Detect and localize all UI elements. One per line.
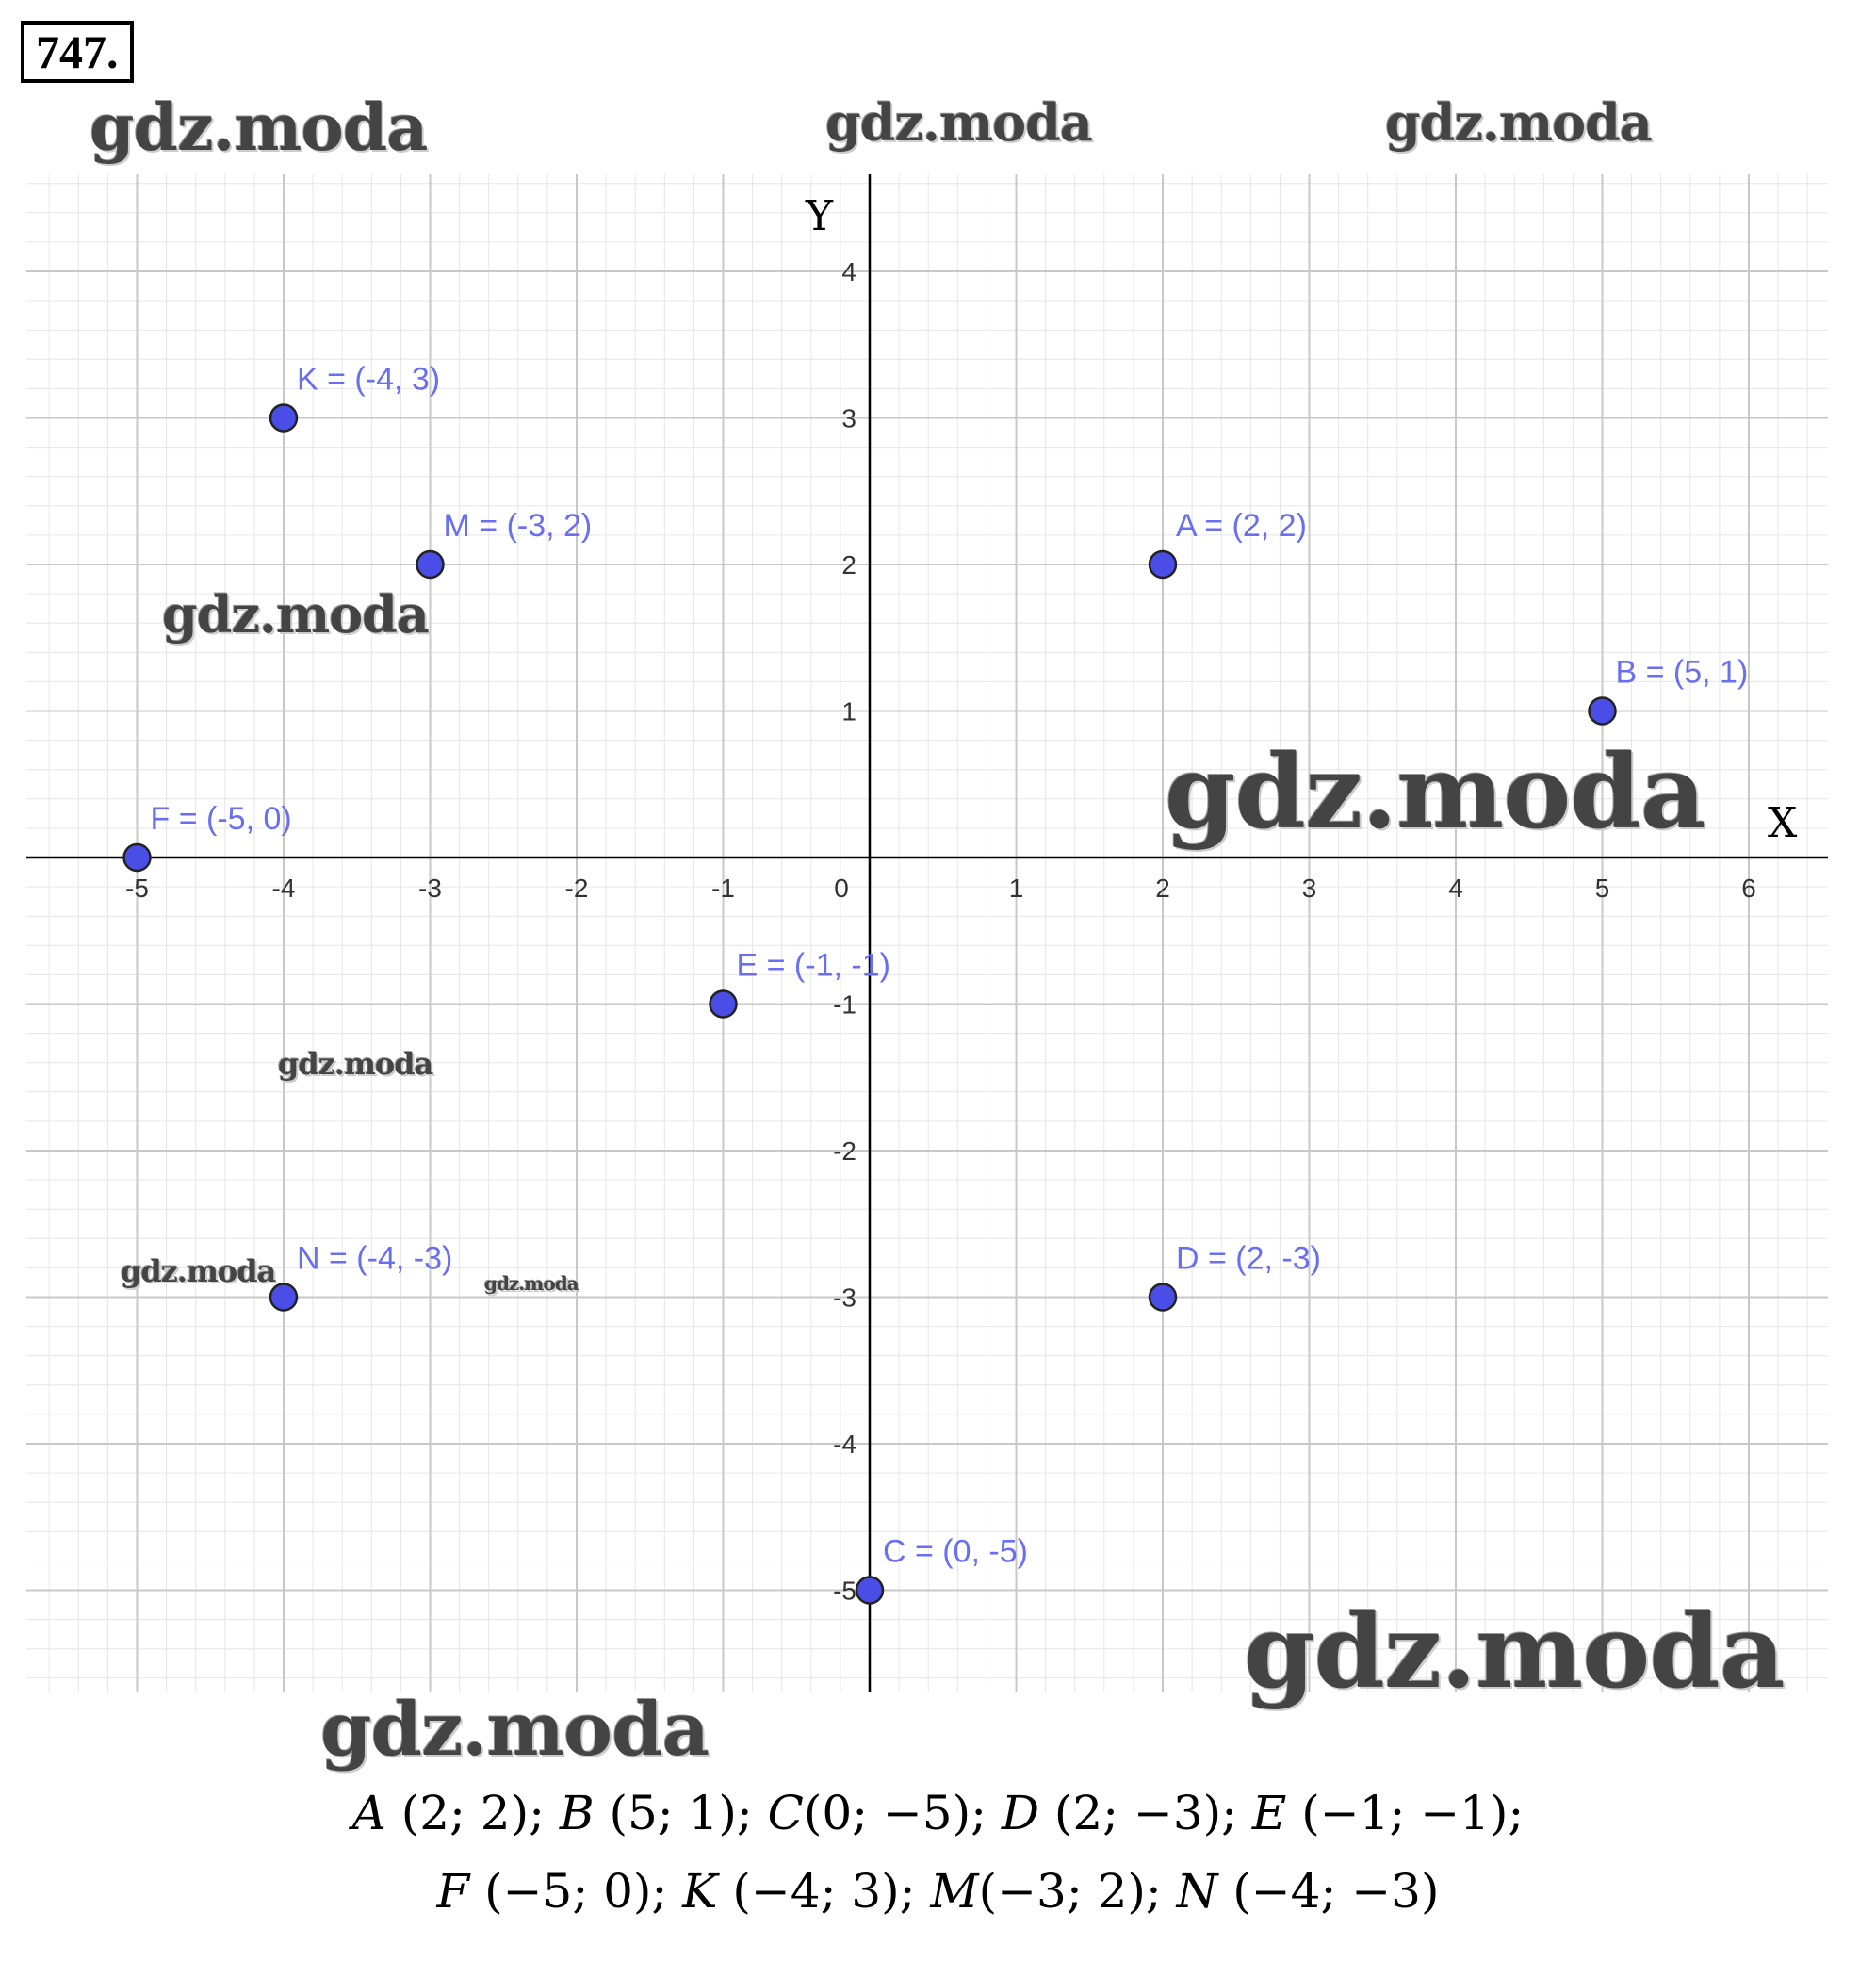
y-tick-label: -4 bbox=[833, 1430, 856, 1459]
x-tick-label: -1 bbox=[711, 874, 735, 903]
watermark: gdz.moda bbox=[320, 1687, 710, 1773]
watermark: gdz.moda bbox=[1244, 1593, 1785, 1711]
answer-point-letter: F bbox=[436, 1864, 470, 1919]
y-tick-label: -5 bbox=[833, 1576, 856, 1606]
answer-point-letter: A bbox=[351, 1786, 386, 1840]
answer-point-coords: (−4; 3); bbox=[717, 1864, 931, 1919]
answer-point-coords: (0; −5); bbox=[803, 1786, 1002, 1840]
answer-point-letter: C bbox=[767, 1786, 804, 1840]
point-label-a: A = (2, 2) bbox=[1176, 508, 1307, 544]
answer-line-2 bbox=[0, 1864, 1876, 1919]
watermark: gdz.moda bbox=[90, 90, 428, 166]
answer-point-coords: (2; 2); bbox=[385, 1786, 560, 1840]
x-tick-label: -3 bbox=[418, 874, 442, 903]
answer-point-letter: B bbox=[559, 1786, 595, 1840]
watermark: gdz.moda bbox=[1385, 92, 1652, 153]
x-tick-label: 4 bbox=[1448, 874, 1463, 903]
y-tick-label: 3 bbox=[841, 403, 856, 433]
answer-point-letter: N bbox=[1176, 1864, 1218, 1919]
answer-point-coords: (−1; −1); bbox=[1286, 1786, 1525, 1840]
point-label-m: M = (-3, 2) bbox=[443, 508, 593, 544]
point-m bbox=[417, 551, 444, 578]
point-label-e: E = (-1, -1) bbox=[736, 947, 890, 984]
point-b bbox=[1590, 698, 1616, 725]
x-tick-label: -5 bbox=[125, 874, 149, 903]
answer-point-letter: K bbox=[682, 1864, 718, 1919]
y-tick-label: -1 bbox=[833, 989, 856, 1020]
x-tick-label: 6 bbox=[1741, 874, 1756, 903]
watermark: gdz.moda bbox=[121, 1253, 276, 1289]
answer-point-coords: (−5; 0); bbox=[469, 1864, 683, 1919]
y-tick-label: -3 bbox=[833, 1283, 856, 1313]
y-tick-label: -2 bbox=[833, 1136, 856, 1166]
point-e bbox=[710, 991, 737, 1018]
point-label-b: B = (5, 1) bbox=[1615, 654, 1749, 691]
point-label-f: F = (-5, 0) bbox=[150, 801, 292, 837]
x-tick-label: 1 bbox=[1008, 874, 1024, 903]
answer-point-coords: (−4; −3) bbox=[1217, 1864, 1440, 1919]
answer-point-letter: D bbox=[1001, 1786, 1039, 1840]
y-axis-label: Y bbox=[806, 192, 834, 240]
x-axis-label: X bbox=[1768, 799, 1798, 847]
answer-point-coords: (2; −3); bbox=[1038, 1786, 1252, 1840]
point-a bbox=[1150, 551, 1176, 578]
point-label-n: N = (-4, -3) bbox=[297, 1240, 453, 1277]
x-tick-label: 2 bbox=[1155, 874, 1170, 903]
y-tick-label: 4 bbox=[841, 257, 856, 286]
point-label-k: K = (-4, 3) bbox=[297, 361, 441, 398]
task-number: 747. bbox=[21, 21, 134, 83]
point-d bbox=[1150, 1284, 1176, 1311]
answer-line-1 bbox=[0, 1786, 1876, 1840]
watermark: gdz.moda bbox=[825, 92, 1092, 153]
watermark: gdz.moda bbox=[278, 1046, 433, 1082]
point-k bbox=[270, 405, 297, 432]
y-tick-label: 1 bbox=[841, 696, 856, 727]
answer-point-letter: M bbox=[930, 1864, 979, 1919]
point-label-d: D = (2, -3) bbox=[1176, 1240, 1321, 1277]
point-f bbox=[124, 844, 151, 871]
x-tick-label: -4 bbox=[271, 874, 296, 903]
x-tick-label: 3 bbox=[1301, 874, 1317, 903]
x-tick-label: -2 bbox=[564, 874, 589, 903]
answer-point-coords: (−3; 2); bbox=[978, 1864, 1177, 1919]
watermark: gdz.moda bbox=[162, 584, 429, 645]
x-tick-label: 0 bbox=[834, 874, 849, 903]
answer-point-letter: E bbox=[1251, 1786, 1287, 1840]
x-tick-label: 5 bbox=[1594, 874, 1610, 903]
watermark: gdz.moda bbox=[484, 1272, 579, 1295]
answer-point-coords: (5; 1); bbox=[594, 1786, 768, 1840]
point-label-c: C = (0, -5) bbox=[883, 1533, 1028, 1570]
watermark: gdz.moda bbox=[1165, 733, 1705, 852]
y-tick-label: 2 bbox=[841, 550, 856, 580]
point-c bbox=[856, 1577, 883, 1604]
